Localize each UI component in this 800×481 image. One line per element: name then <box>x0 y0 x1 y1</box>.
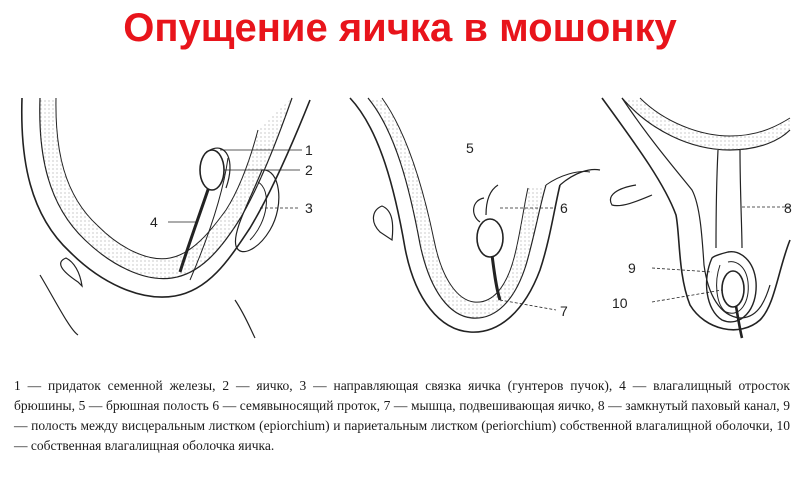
stage-1-drawing <box>22 98 310 338</box>
label-6: 6 <box>560 200 568 216</box>
stage-3-drawing <box>602 98 790 338</box>
label-3: 3 <box>305 200 313 216</box>
label-1: 1 <box>305 142 313 158</box>
figure-caption: 1 — придаток семенной железы, 2 — яичко, 3 — направляющая связка яичка (гунтеров пучок), 4 — влагалищный отросток брюшины, 5 — брюшная полость 6 — семявыносящий проток, 7 — мышца, подвешивающая яичко, 8 — замкнутый паховый канал, 9 — полость между висцеральным листком (epiorchium) и париетальным листком (periorchium) собственной влагалищной оболочки, 10 — собственная влагалищная оболочка яичка. <box>14 378 790 453</box>
label-7: 7 <box>560 303 568 319</box>
label-5: 5 <box>466 140 474 156</box>
label-4: 4 <box>150 214 158 230</box>
label-8: 8 <box>784 200 792 216</box>
page-title: Опущение яичка в мошонку <box>123 6 677 50</box>
label-10: 10 <box>612 295 628 311</box>
label-9: 9 <box>628 260 636 276</box>
label-2: 2 <box>305 162 313 178</box>
